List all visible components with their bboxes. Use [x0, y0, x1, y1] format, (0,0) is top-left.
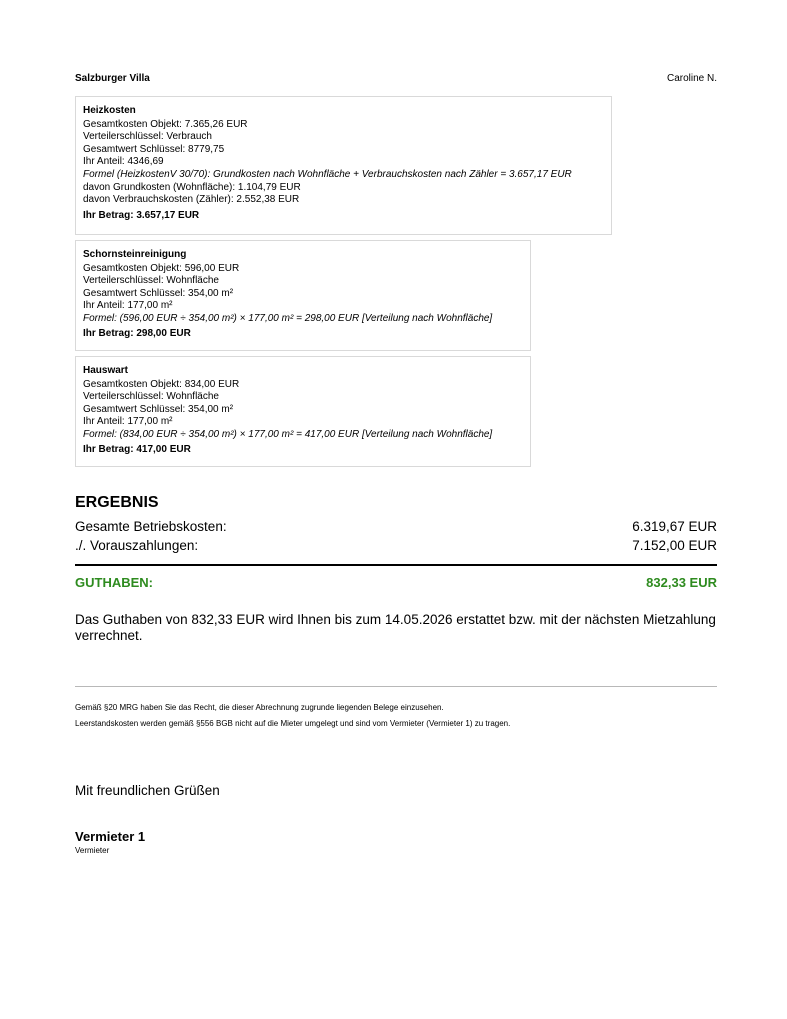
cost-amount: Ihr Betrag: 3.657,17 EUR — [83, 209, 200, 221]
total-costs-row — [75, 519, 717, 534]
cost-item-schornsteinreinigung — [75, 240, 531, 351]
cost-line: Ihr Anteil: 177,00 m² — [83, 299, 173, 311]
cost-line: Gesamtkosten Objekt: 834,00 EUR — [83, 379, 240, 391]
cost-line: Gesamtwert Schlüssel: 8779,75 — [83, 143, 225, 155]
total-costs-value: 6.319,67 EUR — [632, 519, 717, 534]
cost-line: davon Verbrauchskosten (Zähler): 2.552,38 EUR — [83, 194, 300, 206]
prepayments-row — [75, 538, 717, 553]
legal-note-inspection: Gemäß §20 MRG haben Sie das Recht, die dieser Abrechnung zugrunde liegenden Belege einzusehen. — [75, 703, 444, 712]
cost-line: Gesamtkosten Objekt: 7.365,26 EUR — [83, 119, 248, 131]
cost-line: davon Grundkosten (Wohnfläche): 1.104,79 EUR — [83, 182, 301, 194]
signature-role: Vermieter — [75, 846, 110, 855]
cost-line: Ihr Anteil: 177,00 m² — [83, 415, 173, 427]
cost-line: Verteilerschlüssel: Wohnfläche — [83, 391, 219, 403]
closing-greeting: Mit freundlichen Grüßen — [75, 783, 220, 798]
result-heading: ERGEBNIS — [75, 494, 159, 511]
cost-amount: Ihr Betrag: 417,00 EUR — [83, 444, 191, 456]
tenant-name: Caroline N. — [666, 73, 717, 84]
signature-name: Vermieter 1 — [75, 829, 146, 844]
property-name: Salzburger Villa — [75, 73, 150, 84]
cost-line: Gesamtkosten Objekt: 596,00 EUR — [83, 263, 240, 275]
cost-item-title: Heizkosten — [83, 105, 136, 116]
credit-value: 832,33 EUR — [646, 575, 717, 590]
cost-formula: Formel: (834,00 EUR ÷ 354,00 m²) × 177,00 m² = 417,00 EUR [Verteilung nach Wohnfläche] — [83, 429, 493, 441]
credit-row — [75, 575, 717, 590]
credit-note: Das Guthaben von 832,33 EUR wird Ihnen bis zum 14.05.2026 erstattet bzw. mit der nächsten Mietzahlung verrechnet. — [75, 612, 716, 643]
legal-note-vacancy: Leerstandskosten werden gemäß §556 BGB nicht auf die Mieter umgelegt und sind vom Vermieter (Vermieter 1) zu tragen. — [75, 719, 511, 728]
footer-divider — [75, 686, 717, 687]
cost-item-title: Hauswart — [83, 365, 129, 376]
cost-item-heizkosten — [75, 96, 612, 235]
cost-formula: Formel (HeizkostenV 30/70): Grundkosten nach Wohnfläche + Verbrauchskosten nach Zähler = 3.657,17 EUR — [83, 169, 572, 181]
cost-formula: Formel: (596,00 EUR ÷ 354,00 m²) × 177,00 m² = 298,00 EUR [Verteilung nach Wohnfläche] — [83, 313, 493, 325]
cost-line: Verteilerschlüssel: Wohnfläche — [83, 275, 219, 287]
cost-line: Gesamtwert Schlüssel: 354,00 m² — [83, 287, 234, 299]
cost-line: Gesamtwert Schlüssel: 354,00 m² — [83, 403, 234, 415]
total-costs-label: Gesamte Betriebskosten: — [75, 519, 227, 534]
cost-line: Ihr Anteil: 4346,69 — [83, 155, 164, 167]
cost-item-title: Schornsteinreinigung — [83, 249, 187, 260]
cost-line: Verteilerschlüssel: Verbrauch — [83, 131, 212, 143]
credit-label: GUTHABEN: — [75, 575, 153, 590]
cost-amount: Ihr Betrag: 298,00 EUR — [83, 328, 191, 340]
prepayments-value: 7.152,00 EUR — [632, 538, 717, 553]
cost-item-hauswart — [75, 356, 531, 467]
prepayments-label: ./. Vorauszahlungen: — [75, 538, 199, 553]
result-divider — [75, 564, 717, 566]
